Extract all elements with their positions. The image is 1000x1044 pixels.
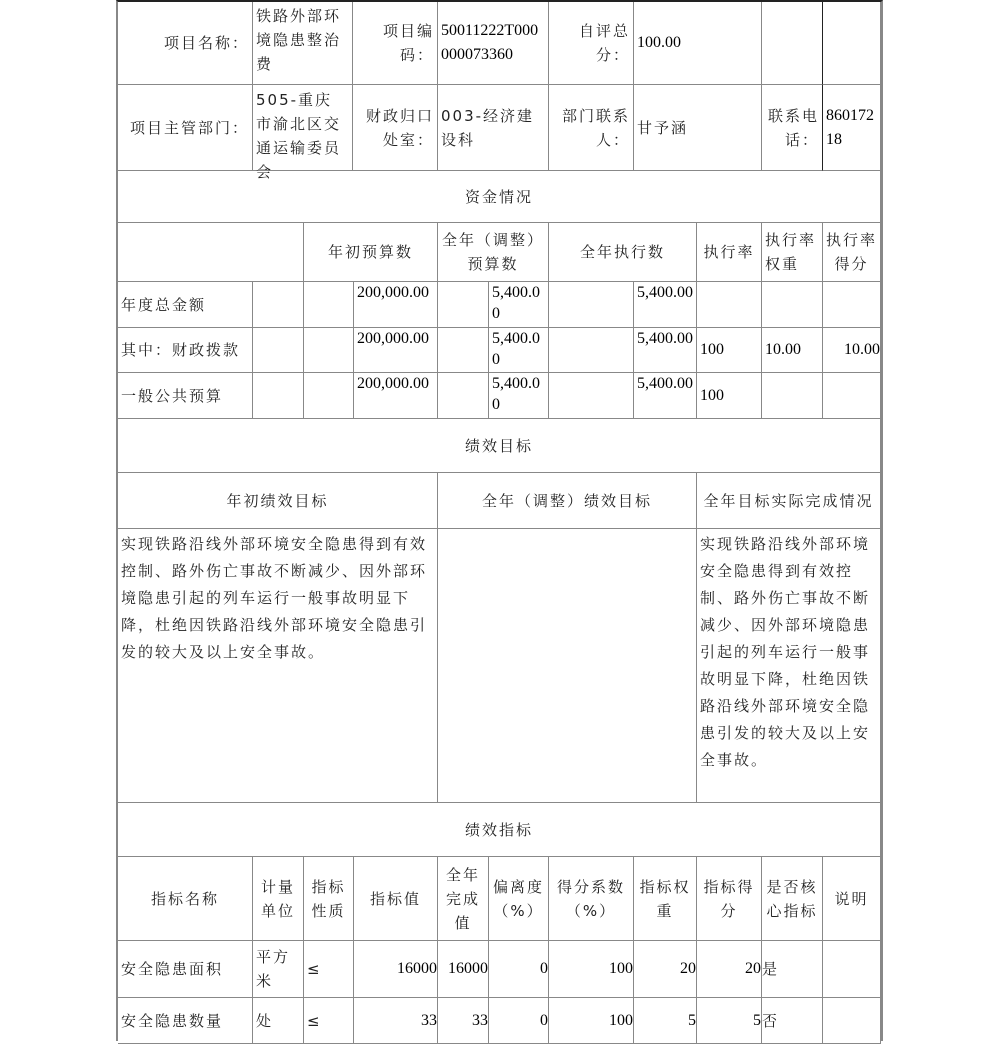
ind-row-actual: 16000 xyxy=(438,941,489,998)
goals-initial-text: 实现铁路沿线外部环境安全隐患得到有效控制、路外伤亡事故不断减少、因外部环境隐患引起的列车运行一般事故明显下降，杜绝因铁路沿线外部环境安全隐患引发的较大及以上安全事故。 xyxy=(118,529,438,803)
empty-cell xyxy=(304,328,354,373)
funds-row-rate xyxy=(697,282,762,328)
ind-row-name: 安全隐患面积 xyxy=(118,941,253,998)
ind-row-deviation: 0 xyxy=(489,998,549,1044)
funds-header-blank xyxy=(118,223,304,282)
ind-row-nature: ≤ xyxy=(304,998,354,1044)
ind-col-weight: 指标权重 xyxy=(634,857,697,941)
self-score-label: 自评总分： xyxy=(549,2,634,85)
ind-col-actual: 全年完成值 xyxy=(438,857,489,941)
funds-row-initial: 200,000.00 xyxy=(354,373,438,419)
indicators-section-title: 绩效指标 xyxy=(118,803,881,857)
empty-cell xyxy=(253,373,304,419)
ind-row-note xyxy=(823,998,881,1044)
funds-row-score: 10.00 xyxy=(823,328,881,373)
funds-col-adjusted: 全年（调整）预算数 xyxy=(438,223,549,282)
empty-cell xyxy=(304,373,354,419)
funds-row-rate: 100 xyxy=(697,373,762,419)
ind-row-target: 16000 xyxy=(354,941,438,998)
funds-row-score xyxy=(823,282,881,328)
ind-row-note xyxy=(823,941,881,998)
funds-col-initial: 年初预算数 xyxy=(304,223,438,282)
funds-row-label: 一般公共预算 xyxy=(118,373,253,419)
ind-row-coef: 100 xyxy=(549,941,634,998)
empty-cell xyxy=(549,373,634,419)
empty-cell xyxy=(438,373,489,419)
goals-col-adjusted: 全年（调整）绩效目标 xyxy=(438,473,697,529)
ind-row-core: 是 xyxy=(762,941,823,998)
funds-row-label: 其中：财政拨款 xyxy=(118,328,253,373)
funds-row-adjusted: 5,400.00 xyxy=(489,328,549,373)
funds-row-initial: 200,000.00 xyxy=(354,328,438,373)
funds-row-initial: 200,000.00 xyxy=(354,282,438,328)
ind-row-actual: 33 xyxy=(438,998,489,1044)
ind-row-unit: 处 xyxy=(253,998,304,1044)
ind-col-name: 指标名称 xyxy=(118,857,253,941)
funds-row-weight xyxy=(762,282,823,328)
ind-row-name: 安全隐患数量 xyxy=(118,998,253,1044)
empty-cell xyxy=(762,2,823,85)
ind-row-weight: 5 xyxy=(634,998,697,1044)
project-name-label: 项目名称： xyxy=(118,2,253,85)
funds-col-rate: 执行率 xyxy=(697,223,762,282)
goals-col-initial: 年初绩效目标 xyxy=(118,473,438,529)
goals-col-actual: 全年目标实际完成情况 xyxy=(697,473,881,529)
funds-row-executed: 5,400.00 xyxy=(634,328,697,373)
funds-row-weight xyxy=(762,373,823,419)
funds-section-title: 资金情况 xyxy=(118,171,881,223)
ind-col-note: 说明 xyxy=(823,857,881,941)
contact-value: 甘予涵 xyxy=(634,85,762,171)
finance-office-label: 财政归口处室： xyxy=(353,85,438,171)
ind-row-score: 20 xyxy=(697,941,762,998)
funds-row-label: 年度总金额 xyxy=(118,282,253,328)
empty-cell xyxy=(253,282,304,328)
phone-label: 联系电话： xyxy=(762,85,823,171)
ind-row-coef: 100 xyxy=(549,998,634,1044)
empty-cell xyxy=(549,282,634,328)
funds-col-weight: 执行率权重 xyxy=(762,223,823,282)
empty-cell xyxy=(304,282,354,328)
ind-row-weight: 20 xyxy=(634,941,697,998)
ind-row-target: 33 xyxy=(354,998,438,1044)
ind-row-unit: 平方米 xyxy=(253,941,304,998)
dept-value: 505-重庆市渝北区交通运输委员会 xyxy=(253,85,353,171)
ind-col-score: 指标得分 xyxy=(697,857,762,941)
dept-label: 项目主管部门： xyxy=(118,85,253,171)
empty-cell xyxy=(549,328,634,373)
funds-row-rate: 100 xyxy=(697,328,762,373)
funds-row-score xyxy=(823,373,881,419)
ind-row-core: 否 xyxy=(762,998,823,1044)
ind-row-deviation: 0 xyxy=(489,941,549,998)
empty-cell xyxy=(438,328,489,373)
funds-col-executed: 全年执行数 xyxy=(549,223,697,282)
project-code-label: 项目编码： xyxy=(353,2,438,85)
goals-adjusted-text xyxy=(438,529,697,803)
project-name-value: 铁路外部环境隐患整治费 xyxy=(253,2,353,85)
funds-col-score: 执行率得分 xyxy=(823,223,881,282)
ind-col-coef: 得分系数（%） xyxy=(549,857,634,941)
funds-row-adjusted: 5,400.00 xyxy=(489,282,549,328)
empty-cell xyxy=(253,328,304,373)
empty-cell xyxy=(823,2,881,85)
contact-label: 部门联系人： xyxy=(549,85,634,171)
funds-row-weight: 10.00 xyxy=(762,328,823,373)
funds-row-executed: 5,400.00 xyxy=(634,282,697,328)
goals-section-title: 绩效目标 xyxy=(118,419,881,473)
phone-value: 86017218 xyxy=(823,85,881,171)
project-code-value: 50011222T000000073360 xyxy=(438,2,549,85)
ind-row-nature: ≤ xyxy=(304,941,354,998)
finance-office-value: 003-经济建设科 xyxy=(438,85,549,171)
ind-col-target: 指标值 xyxy=(354,857,438,941)
ind-col-unit: 计量单位 xyxy=(253,857,304,941)
ind-col-nature: 指标性质 xyxy=(304,857,354,941)
self-score-value: 100.00 xyxy=(634,2,762,85)
goals-actual-text: 实现铁路沿线外部环境安全隐患得到有效控制、路外伤亡事故不断减少、因外部环境隐患引起的列车运行一般事故明显下降，杜绝因铁路沿线外部环境安全隐患引发的较大及以上安全事故。 xyxy=(697,529,881,803)
funds-row-adjusted: 5,400.00 xyxy=(489,373,549,419)
funds-row-executed: 5,400.00 xyxy=(634,373,697,419)
ind-col-deviation: 偏离度（%） xyxy=(489,857,549,941)
empty-cell xyxy=(438,282,489,328)
ind-row-score: 5 xyxy=(697,998,762,1044)
ind-col-core: 是否核心指标 xyxy=(762,857,823,941)
